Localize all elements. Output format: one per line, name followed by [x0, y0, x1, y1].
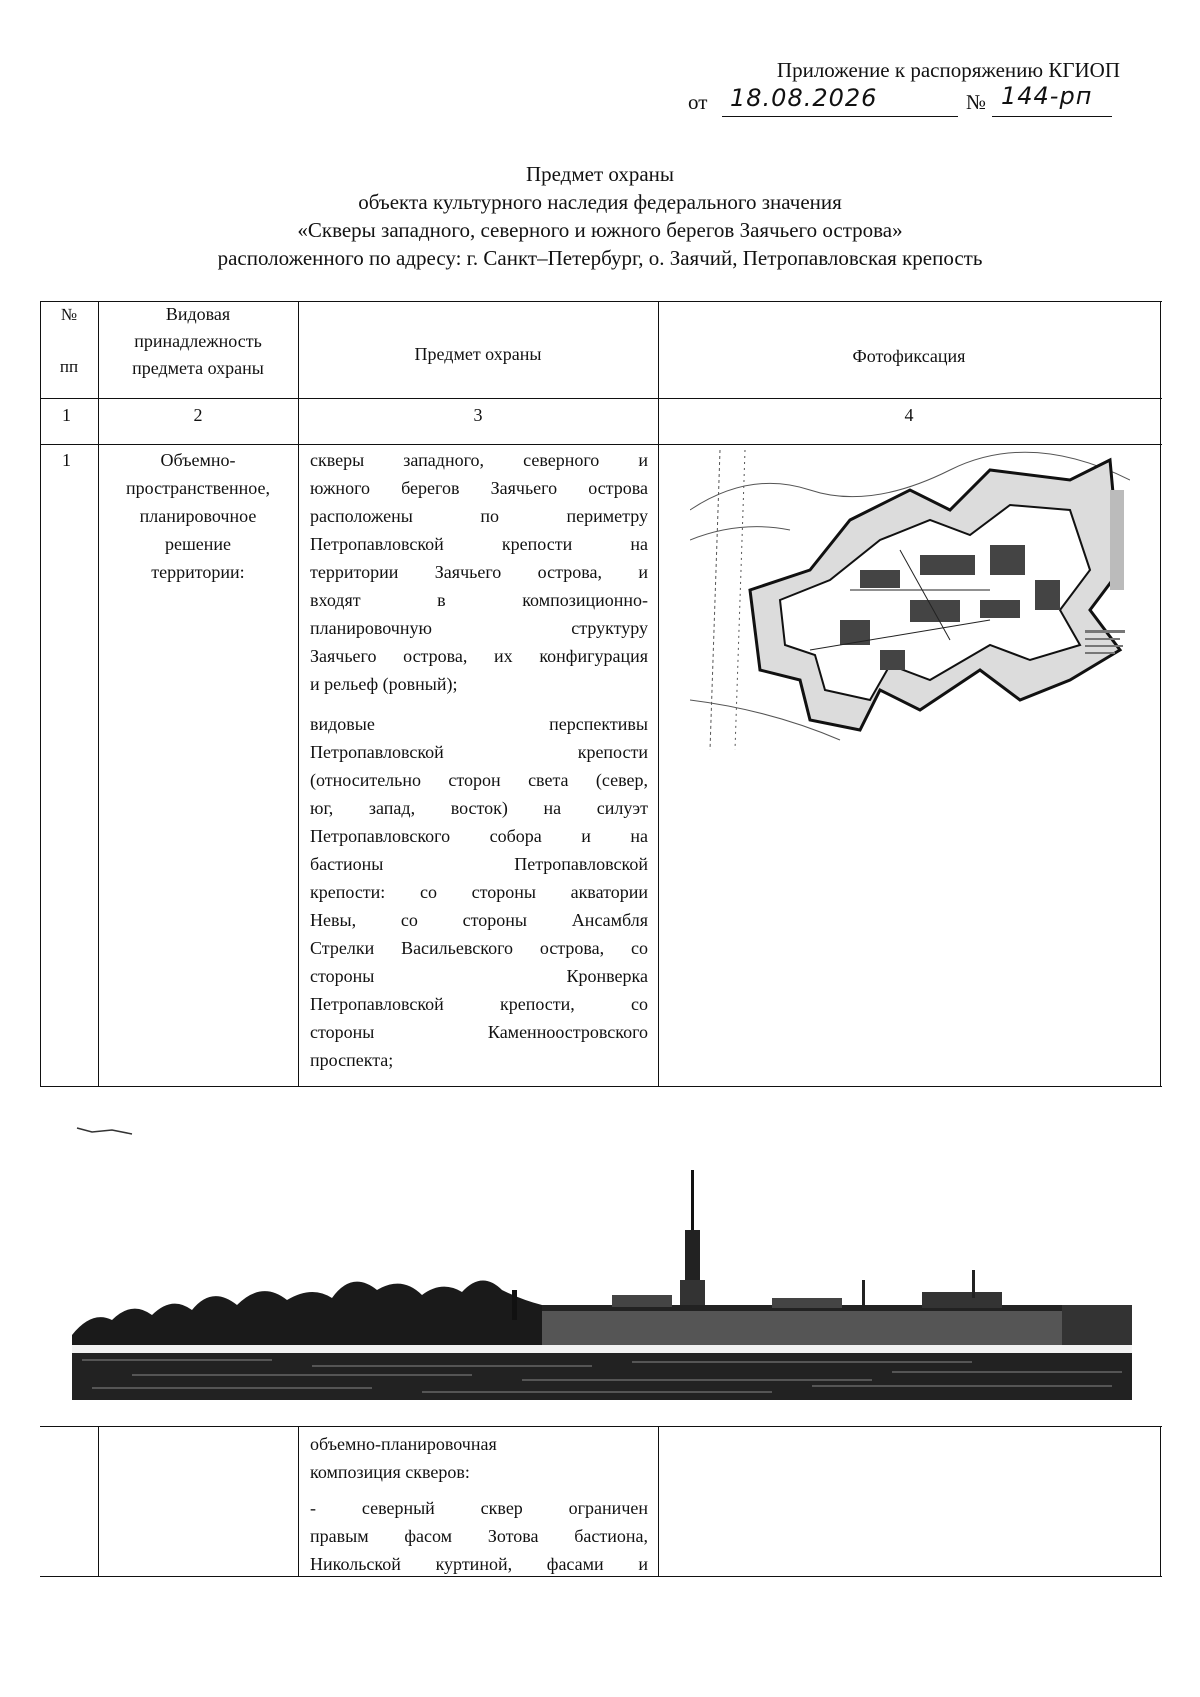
- row1-subject-p2: видовые перспективы Петропавловской крепости (относительно сторон света (север, юг, запад, восток) на силуэт Петропавловского собора и на бастионы Петропавловской крепости: со стороны акватории Невы, со стороны Ансамбля Стрелки Васильевского острова, со стороны Кронверка Петропавловской крепости, со стороны Каменноостровского проспекта;: [310, 714, 648, 1070]
- number-label: №: [966, 90, 987, 114]
- header-subject: Предмет охраны: [414, 344, 542, 364]
- doc-title-2: объекта культурного наследия федерального значения: [358, 190, 842, 214]
- from-label: от: [688, 90, 708, 114]
- doc-title-4: расположенного по адресу: г. Санкт–Петербург, о. Заячий, Петропавловская крепость: [217, 246, 983, 270]
- order-date: 18.08.2026: [730, 84, 878, 112]
- row1-subject-p1: скверы западного, северного и южного берегов Заячьего острова расположены по периметру Петропавловской крепости на территории Заячьего острова, и входят в композиционно- планировочную структуру Заячьего острова, их конфигурация и рельеф (ровный);: [310, 450, 648, 694]
- order-line: [688, 82, 1148, 124]
- row1-kind: Объемно- пространственное, планировочное решение территории:: [126, 450, 270, 582]
- doc-title-1: Предмет охраны: [525, 162, 675, 186]
- header-num: № пп: [59, 305, 79, 376]
- row2-subject-p2: - северный сквер ограничен правым фасом Зотова бастиона, Никольской куртиной, фасами и: [310, 1498, 648, 1574]
- number-underline: [992, 116, 1112, 117]
- order-number: 144-рп: [1001, 82, 1093, 110]
- fortress-plan-map: [690, 450, 1130, 750]
- row1-number: 1: [62, 450, 71, 470]
- doc-title-3: «Скверы западного, северного и южного берегов Заячьего острова»: [297, 218, 903, 242]
- index-4: 4: [904, 405, 914, 425]
- header-photo: Фотофиксация: [852, 346, 966, 366]
- header-kind: Видовая принадлежность предмета охраны: [132, 304, 264, 378]
- index-2: 2: [193, 405, 203, 425]
- row2-subject-p1: объемно-планировочная композиция скверов:: [310, 1434, 497, 1482]
- index-3: 3: [473, 405, 483, 425]
- panorama-photo: [72, 1120, 1132, 1400]
- appendix-title: Приложение к распоряжению КГИОП: [776, 58, 1120, 82]
- date-underline: [722, 116, 958, 117]
- index-1: 1: [62, 405, 71, 425]
